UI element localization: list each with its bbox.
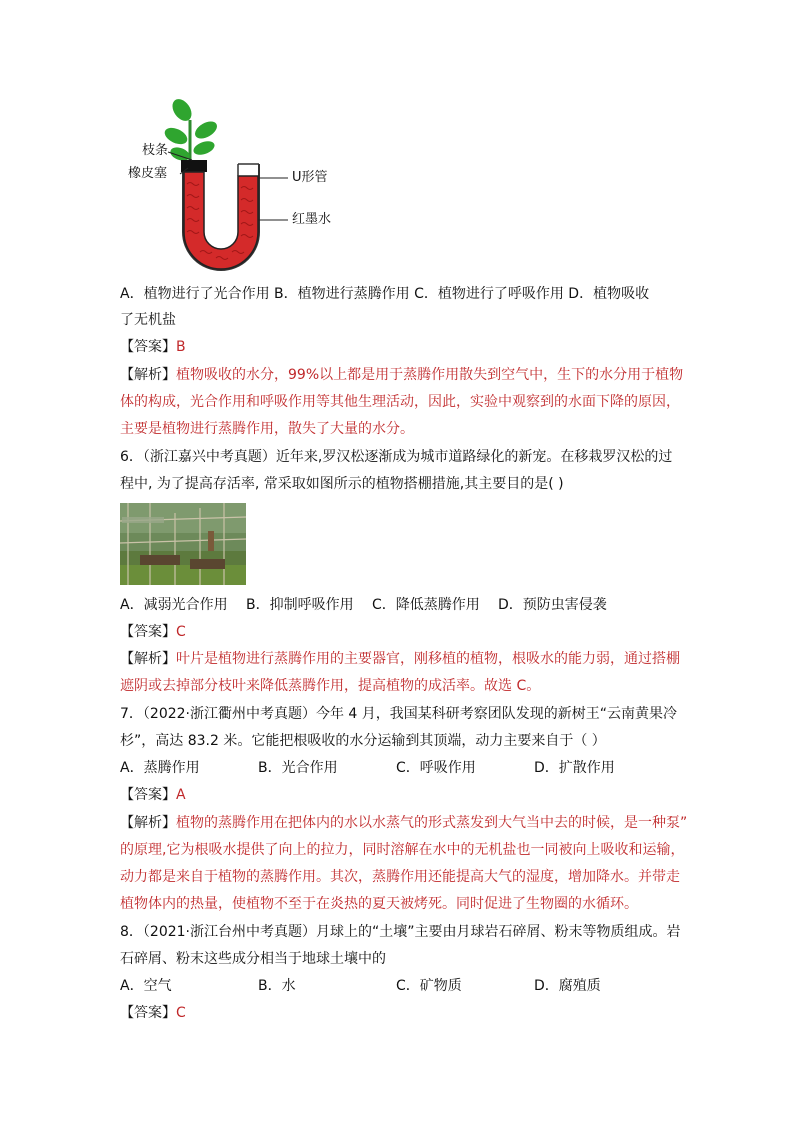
q5-options-line2: 了无机盐 xyxy=(120,312,176,328)
q7-analysis-line2: 的原理,它为根吸水提供了向上的拉力，同时溶解在水中的无机盐也一同被向上吸收和运输， xyxy=(120,842,685,858)
q7-analysis-line3: 动力都是来自于植物的蒸腾作用。其次，蒸腾作用还能提高大气的湿度，增加降水。并带走 xyxy=(120,869,680,885)
q7-analysis-line1 xyxy=(120,813,688,833)
q7-option-c: C．呼吸作用 xyxy=(396,760,476,776)
label-ink: 红墨水 xyxy=(292,212,332,227)
q6-option-d: D．预防虫害侵袭 xyxy=(498,597,607,613)
q7-answer xyxy=(120,785,680,805)
label-utube: U形管 xyxy=(292,170,328,185)
q5-analysis-line2: 体的构成，光合作用和呼吸作用等其他生理活动，因此，实验中观察到的水面下降的原因， xyxy=(120,394,680,410)
answer-value: B xyxy=(176,339,186,355)
q6-analysis-line2: 遮阴或去掉部分枝叶来降低蒸腾作用，提高植物的成活率。故选 C。 xyxy=(120,678,541,694)
analysis-tag: 【解析】 xyxy=(120,815,176,831)
q5-options-line1: A．植物进行了光合作用 B．植物进行蒸腾作用 C．植物进行了呼吸作用 D．植物吸收 xyxy=(120,286,650,302)
q6-answer xyxy=(120,622,680,642)
q8-answer xyxy=(120,1003,680,1023)
answer-value: C xyxy=(176,1005,186,1021)
q6-stem-line2: 程中, 为了提高存活率, 常采取如图所示的植物搭棚措施,其主要目的是( ) xyxy=(120,476,564,492)
answer-tag: 【答案】 xyxy=(120,1005,176,1021)
answer-tag: 【答案】 xyxy=(120,339,176,355)
analysis-tag: 【解析】 xyxy=(120,651,176,667)
analysis-text: 植物吸收的水分，99%以上都是用于蒸腾作用散失到空气中，生下的水分用于植物 xyxy=(176,367,684,383)
shade-canopy-photo xyxy=(120,503,246,585)
q7-stem-line2: 杉”，高达 83.2 米。它能把根吸收的水分运输到其顶端，动力主要来自于（ ） xyxy=(120,733,606,749)
q5-analysis-line3: 主要是植物进行蒸腾作用，散失了大量的水分。 xyxy=(120,421,414,437)
label-stopper: 橡皮塞 xyxy=(128,166,168,181)
q7-option-b: B．光合作用 xyxy=(258,760,338,776)
q5-analysis-line1 xyxy=(120,365,684,385)
analysis-tag: 【解析】 xyxy=(120,367,176,383)
analysis-text: 叶片是植物进行蒸腾作用的主要器官，刚移植的植物，根吸水的能力弱，通过搭棚 xyxy=(176,651,680,667)
answer-value: A xyxy=(176,787,186,803)
answer-tag: 【答案】 xyxy=(120,787,176,803)
label-branch: 枝条 xyxy=(142,143,169,158)
q8-stem-line1: 8．（2021·浙江台州中考真题）月球上的“土壤”主要由月球岩石碎屑、粉末等物质组成。岩 xyxy=(120,924,681,940)
analysis-text: 植物的蒸腾作用在把体内的水以水蒸气的形式蒸发到大气当中去的时候，是一种泵” xyxy=(176,815,688,831)
q7-stem-line1: 7．（2022·浙江衢州中考真题）今年 4 月，我国某科研考察团队发现的新树王“云南黄果冷 xyxy=(120,706,678,722)
q6-stem-line1: 6．（浙江嘉兴中考真题）近年来,罗汉松逐渐成为城市道路绿化的新宠。在移栽罗汉松的过 xyxy=(120,449,673,465)
u-tube-figure xyxy=(120,92,360,282)
red-ink xyxy=(184,172,258,269)
q8-option-c: C．矿物质 xyxy=(396,978,462,994)
leaf-right-upper xyxy=(192,118,220,142)
q8-option-b: B．水 xyxy=(258,978,296,994)
q6-option-b: B．抑制呼吸作用 xyxy=(246,597,354,613)
answer-tag: 【答案】 xyxy=(120,624,176,640)
q6-option-c: C．降低蒸腾作用 xyxy=(372,597,480,613)
q7-option-a: A．蒸腾作用 xyxy=(120,760,200,776)
q6-analysis-line1 xyxy=(120,649,680,669)
q6-option-a: A．减弱光合作用 xyxy=(120,597,228,613)
q7-option-d: D．扩散作用 xyxy=(534,760,615,776)
q8-stem-line2: 石碎屑、粉末这些成分相当于地球土壤中的 xyxy=(120,951,386,967)
q8-option-a: A．空气 xyxy=(120,978,172,994)
answer-value: C xyxy=(176,624,186,640)
q7-analysis-line4: 植物体内的热量，使植物不至于在炎热的夏天被烤死。同时促进了生物圈的水循环。 xyxy=(120,896,638,912)
leaf-right-lower xyxy=(192,139,217,158)
q5-answer xyxy=(120,337,680,357)
q8-option-d: D．腐殖质 xyxy=(534,978,601,994)
